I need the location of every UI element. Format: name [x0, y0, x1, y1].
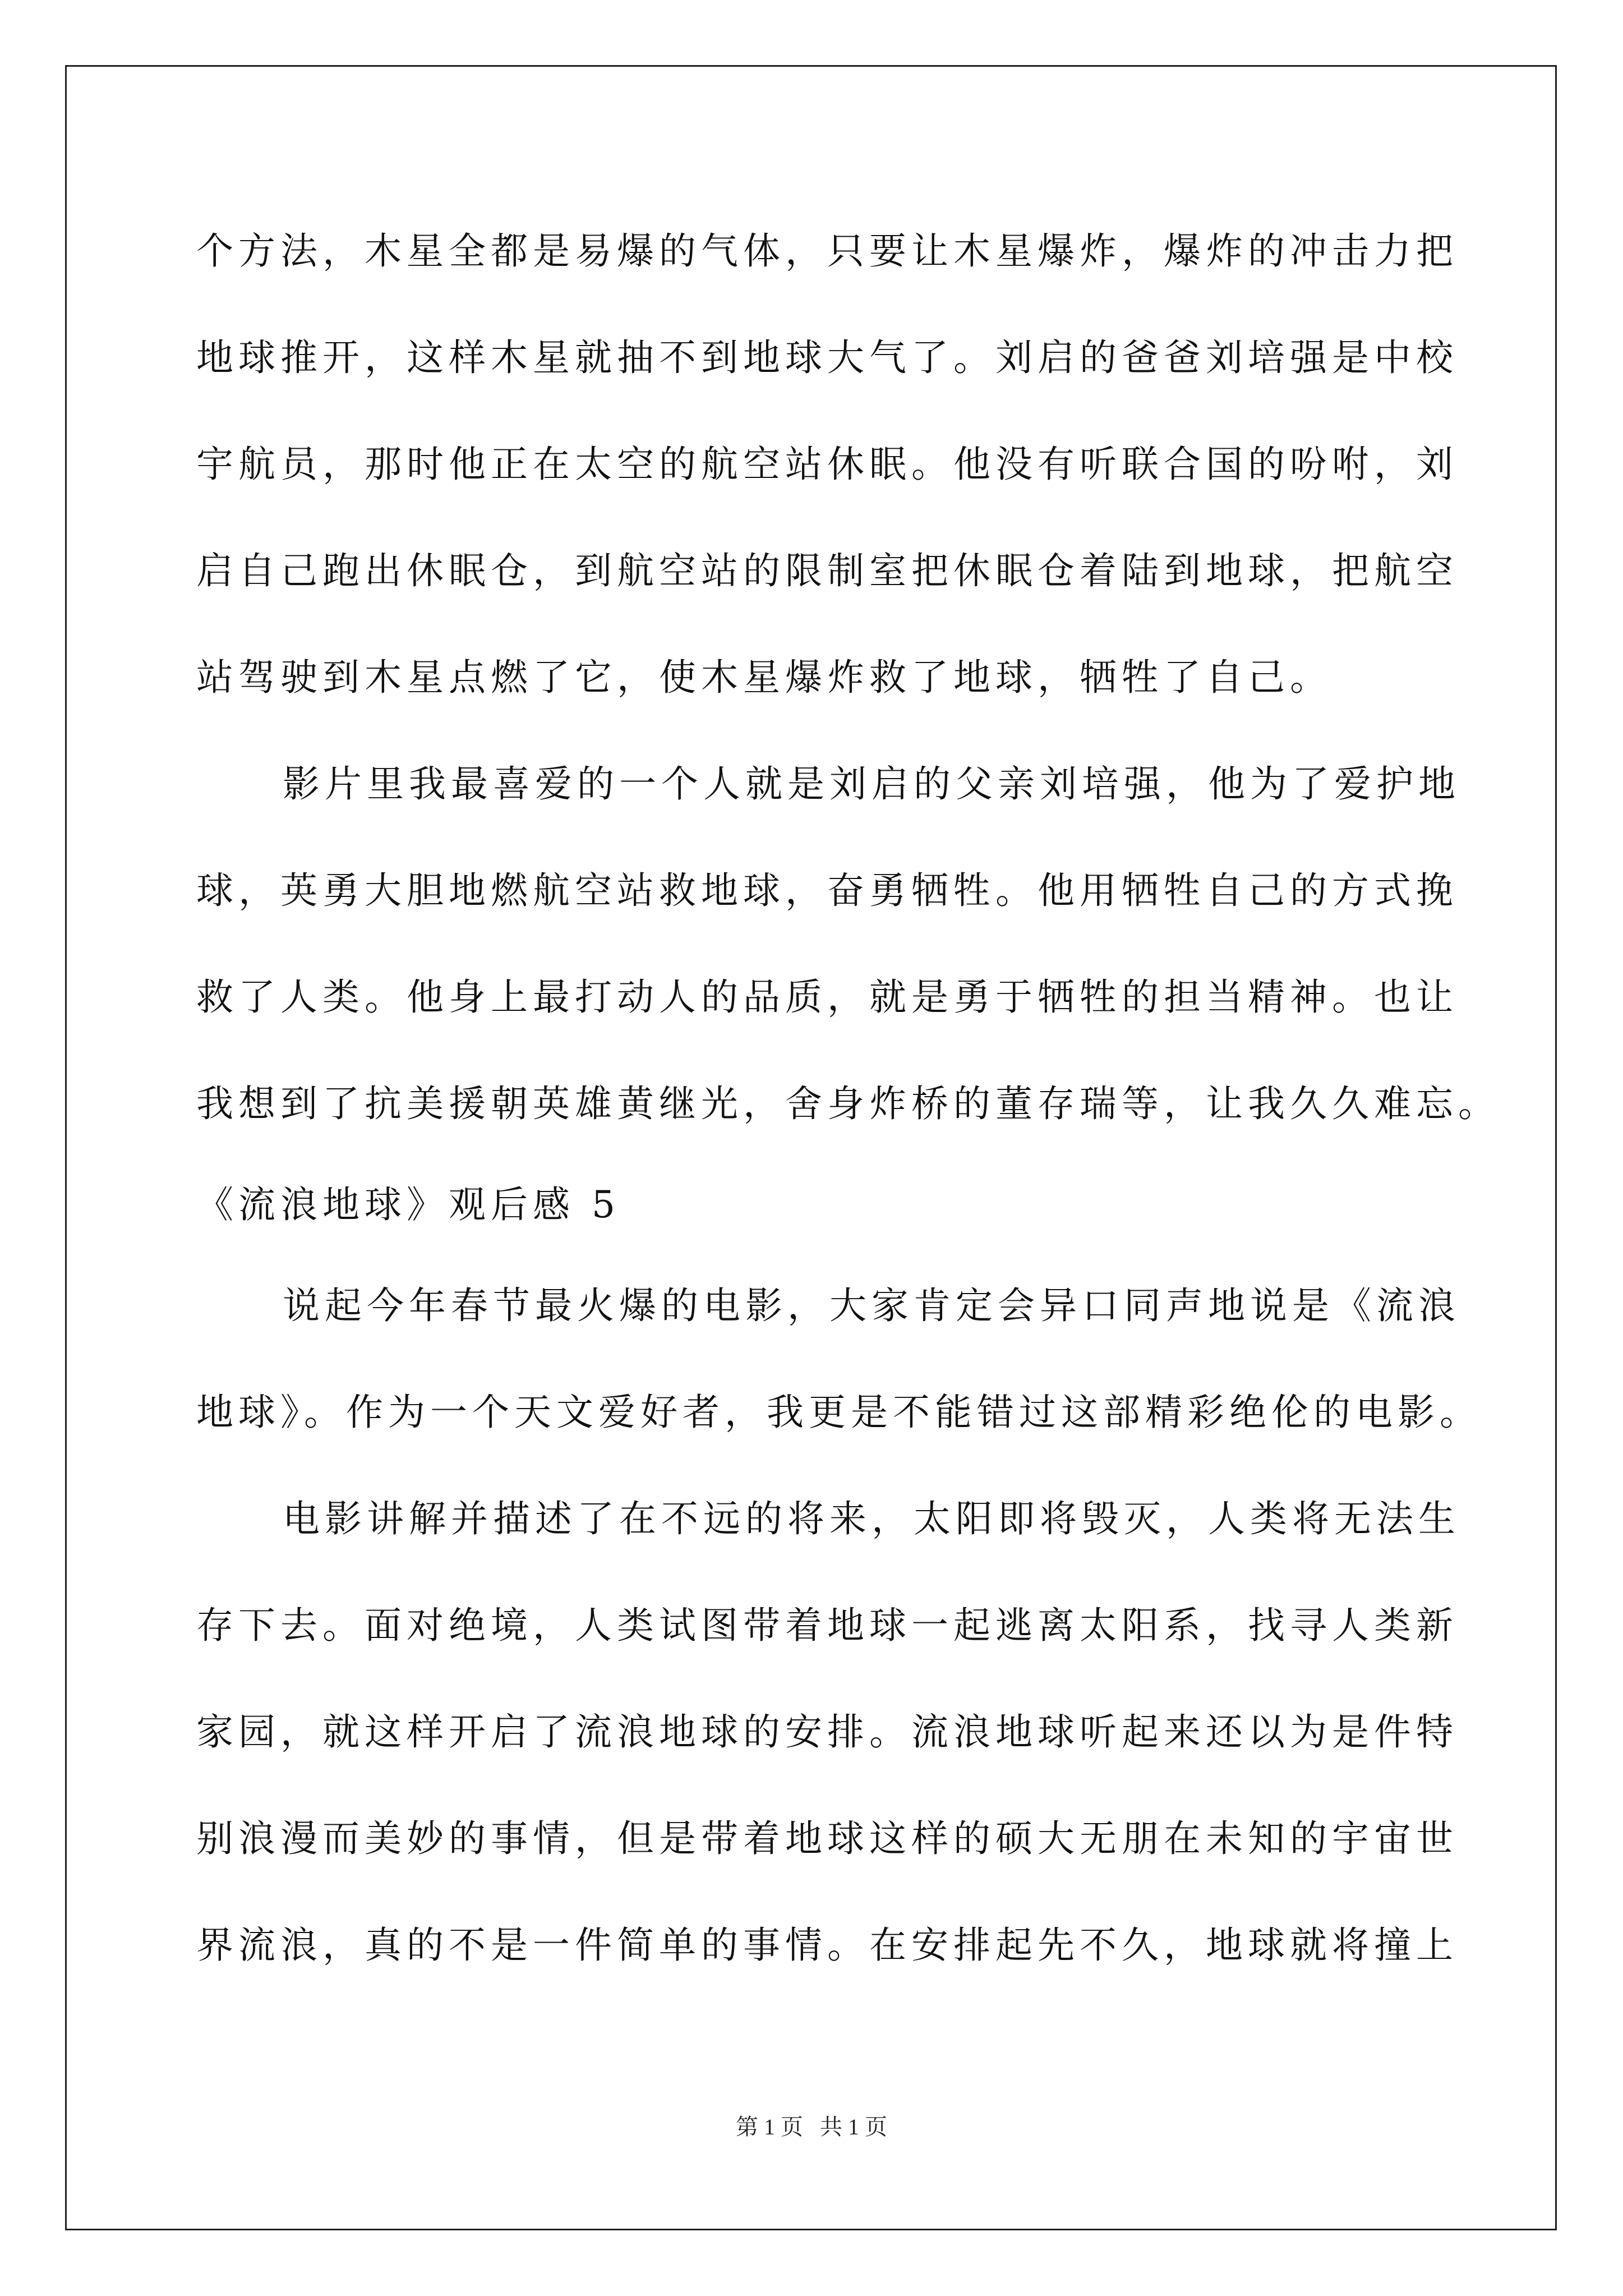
text-line: 个方法，木星全都是易爆的气体，只要让木星爆炸，爆炸的冲击力把: [196, 229, 1458, 273]
text-line: 别浪漫而美妙的事情，但是带着地球这样的硕大无朋在未知的宇宙世: [196, 1817, 1458, 1860]
text-line: 救了人类。他身上最打动人的品质，就是勇于牺牲的担当精神。也让: [196, 976, 1458, 1019]
paragraph-start-line: 影片里我最喜爱的一个人就是刘启的父亲刘培强，他为了爱护地: [283, 762, 1460, 806]
text-line: 地球推开，这样木星就抽不到地球大气了。刘启的爸爸刘培强是中校: [196, 336, 1458, 379]
text-line: 球，英勇大胆地燃航空站救地球，奋勇牺牲。他用牺牲自己的方式挽: [196, 869, 1458, 912]
text-line: 启自己跑出休眠仓，到航空站的限制室把休眠仓着陆到地球，把航空: [196, 549, 1458, 592]
page-number-footer: 第 1 页 共 1 页: [736, 2114, 887, 2139]
text-line: 地球》。作为一个天文爱好者，我更是不能错过这部精彩绝伦的电影。: [196, 1391, 1482, 1434]
paragraph-start-line: 电影讲解并描述了在不远的将来，太阳即将毁灭，人类将无法生: [283, 1497, 1460, 1540]
text-line: 站驾驶到木星点燃了它，使木星爆炸救了地球，牺牲了自己。: [196, 656, 1332, 699]
text-line: 宇航员，那时他正在太空的航空站休眠。他没有听联合国的吩咐，刘: [196, 443, 1458, 486]
paragraph-start-line: 说起今年春节最火爆的电影，大家肯定会异口同声地说是《流浪: [283, 1284, 1460, 1327]
text-line: 存下去。面对绝境，人类试图带着地球一起逃离太阳系，找寻人类新: [196, 1604, 1458, 1647]
text-line: 我想到了抗美援朝英雄黄继光，舍身炸桥的董存瑞等，让我久久难忘。: [196, 1082, 1500, 1125]
text-line: 家园，就这样开启了流浪地球的安排。流浪地球听起来还以为是件特: [196, 1710, 1458, 1754]
text-line: 界流浪，真的不是一件简单的事情。在安排起先不久，地球就将撞上: [196, 1924, 1458, 1967]
section-heading: 《流浪地球》观后感 5: [196, 1183, 620, 1226]
